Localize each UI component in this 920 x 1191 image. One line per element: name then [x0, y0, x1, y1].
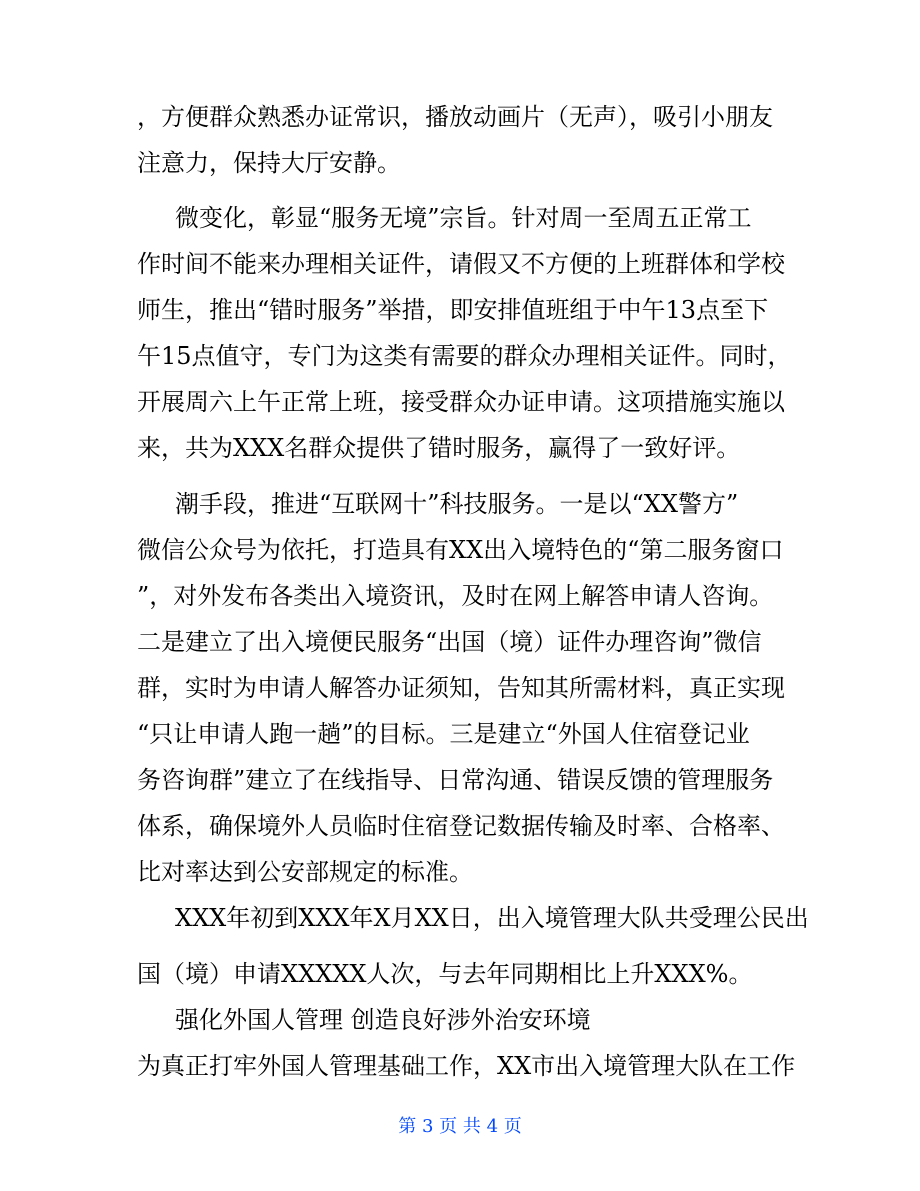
- body-line: ”，对外发布各类出入境资讯，及时在网上解答申请人咨询。: [137, 582, 774, 610]
- body-line: 作时间不能来办理相关证件，请假又不方便的上班群体和学校: [137, 250, 785, 278]
- body-line: 体系，确保境外人员临时住宿登记数据传输及时率、合格率、: [137, 812, 785, 840]
- section-heading: 强化外国人管理 创造良好涉外治安环境: [175, 1006, 591, 1034]
- body-line: 为真正打牢外国人管理基础工作，XX市出入境管理大队在工作: [137, 1052, 796, 1080]
- body-line: 午15点值守，专门为这类有需要的群众办理相关证件。同时，: [137, 342, 792, 370]
- paragraph-start-line: XXX年初到XXX年X月XX日，出入境管理大队共受理公民出: [175, 904, 809, 932]
- paragraph-start-line: 潮手段，推进“互联网十”科技服务。一是以“XX警方”: [175, 490, 739, 518]
- body-line: 注意力，保持大厅安静。: [137, 149, 401, 177]
- paragraph-start-line: 微变化，彰显“服务无境”宗旨。针对周一至周五正常工: [175, 204, 752, 232]
- body-line: 国（境）申请XXXXX人次，与去年同期相比上升XXX%。: [137, 960, 753, 988]
- body-line: 微信公众号为依托，打造具有XX出入境特色的“第二服务窗口: [137, 536, 784, 564]
- body-line: 来，共为XXX名群众提供了错时服务，赢得了一致好评。: [137, 434, 741, 462]
- page-number-footer: 第 3 页 共 4 页: [398, 1116, 522, 1137]
- body-line: 比对率达到公安部规定的标准。: [137, 858, 473, 886]
- body-line: 二是建立了出入境便民服务“出国（境）证件办理咨询”微信: [137, 628, 762, 656]
- body-line: 务咨询群”建立了在线指导、日常沟通、错误反馈的管理服务: [137, 766, 774, 794]
- body-line: 群，实时为申请人解答办证须知，告知其所需材料，真正实现: [137, 674, 785, 702]
- body-line: 开展周六上午正常上班，接受群众办证申请。这项措施实施以: [137, 388, 785, 416]
- body-line: ，方便群众熟悉办证常识，播放动画片（无声），吸引小朋友: [137, 103, 773, 131]
- body-line: 师生，推出“错时服务”举措，即安排值班组于中午13点至下: [137, 296, 769, 324]
- body-line: “只让申请人跑一趟”的目标。三是建立“外国人住宿登记业: [137, 720, 750, 748]
